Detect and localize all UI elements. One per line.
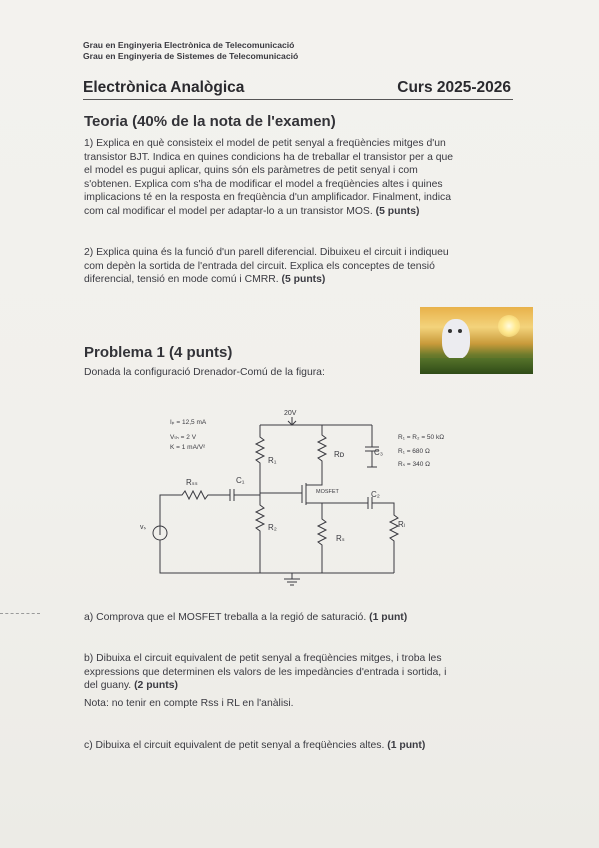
- part-c-points: (1 punt): [387, 740, 426, 751]
- q1-line: el model es pugui aplicar, quins són els paràmetres de petit senyal i com: [84, 165, 418, 176]
- vdd-label: 20V: [284, 410, 297, 417]
- nota: Nota: no tenir en compte Rss i RL en l'anàlisi.: [84, 698, 294, 709]
- resistor-rss: [160, 491, 230, 535]
- q1-points: (5 punts): [375, 205, 420, 217]
- part-b: [84, 652, 514, 693]
- resistor-r1: [256, 425, 264, 493]
- q1-line: com cal modificar el model per adaptar-lo a un transistor MOS. (5 punts): [84, 205, 420, 217]
- param-r1r2: R₁ = R₂ = 50 kΩ: [398, 434, 445, 441]
- part-b-points: (2 punts): [134, 680, 178, 691]
- label-mosfet: MOSFET: [316, 489, 339, 495]
- resistor-rs: [318, 513, 326, 573]
- param-k: K = 1 mA/V²: [170, 444, 206, 451]
- label-rss: Rₛₛ: [186, 478, 198, 487]
- q2-line: com depèn la sortida de l'entrada del circuit. Explica els conceptes de tensió: [84, 260, 435, 272]
- label-r2: R₂: [268, 523, 277, 532]
- creature-figure: [442, 319, 470, 359]
- fold-mark: [0, 613, 40, 614]
- resistor-rd: [318, 425, 326, 483]
- question-1: [84, 137, 514, 218]
- problema-heading: Problema 1 (4 punts): [84, 344, 233, 361]
- question-2: [84, 246, 514, 287]
- label-rs: Rₛ: [336, 534, 345, 543]
- grass-field: [420, 358, 533, 374]
- part-b-line: expressions que determinen els valors de les impedàncies d'entrada i sortida, i: [84, 666, 447, 678]
- sun-shape: [498, 315, 520, 337]
- part-c: c) Dibuixa el circuit equivalent de petit senyal a freqüències altes. (1 punt): [84, 740, 426, 751]
- part-b-line: del guany. (2 punts): [84, 680, 178, 691]
- label-c3: C₃: [374, 448, 384, 457]
- resistor-r2: [256, 493, 264, 573]
- ground-icon: [284, 573, 300, 585]
- sunset-creature-photo: [420, 307, 533, 374]
- label-c2: C₂: [371, 490, 380, 499]
- label-rl: Rₗ: [398, 520, 406, 529]
- param-idss: Iₚ = 12,5 mA: [170, 419, 207, 426]
- mosfet-symbol: [260, 483, 322, 513]
- header-degree-2: Grau en Enginyeria de Sistemes de Telecomunicació: [83, 51, 299, 61]
- q1-line: transistor BJT. Indica en quines condicions ha de treballar el transistor per a que: [84, 151, 454, 163]
- label-c1: C₁: [236, 476, 245, 485]
- q2-points: (5 punts): [281, 274, 326, 285]
- label-r1: R₁: [268, 456, 277, 465]
- teoria-heading: Teoria (40% de la nota de l'examen): [84, 113, 336, 130]
- q2-line: diferencial, tensió en mode comú i CMRR. (5 punts): [84, 274, 326, 285]
- part-a: a) Comprova que el MOSFET treballa a la regió de saturació. (1 punt): [84, 612, 408, 623]
- label-vs: vₛ: [140, 524, 147, 531]
- capacitor-c3: [365, 425, 379, 467]
- ground-rail: [160, 540, 394, 573]
- part-a-points: (1 punt): [369, 612, 408, 623]
- q1-line: 1) Explica en què consisteix el model de petit senyal a freqüències mitges d'un: [84, 138, 446, 149]
- header-degree-1: Grau en Enginyeria Electrònica de Telecomunicació: [83, 40, 295, 50]
- course-name: Electrònica Analògica: [83, 79, 245, 96]
- q2-line: 2) Explica quina és la funció d'un parell diferencial. Dibuixeu el circuit i indiqueu: [84, 247, 449, 258]
- param-rs: Rₛ = 340 Ω: [398, 461, 431, 468]
- output-branch: [322, 497, 398, 573]
- label-rd: Rᴅ: [334, 450, 345, 459]
- capacitor-c1: [230, 489, 260, 501]
- vdd-arrow: [288, 417, 296, 425]
- q1-line: s'obtenen. Explica com s'ha de modificar el model a freqüències altes i quines: [84, 178, 443, 190]
- part-b-line: b) Dibuixa el circuit equivalent de petit senyal a freqüències mitges, i troba les: [84, 653, 442, 664]
- q1-line: implicacions té en la resposta en freqüència d'un amplificador. Finalment, indica: [84, 192, 452, 203]
- course-year: Curs 2025-2026: [397, 79, 511, 96]
- course-title-row: [83, 79, 513, 100]
- param-rd: R₁ = 680 Ω: [398, 448, 430, 455]
- problema-intro: Donada la configuració Drenador-Comú de la figura:: [84, 367, 325, 378]
- circuit-diagram: [140, 405, 480, 585]
- param-vth: Vₜₕ = 2 V: [170, 434, 197, 441]
